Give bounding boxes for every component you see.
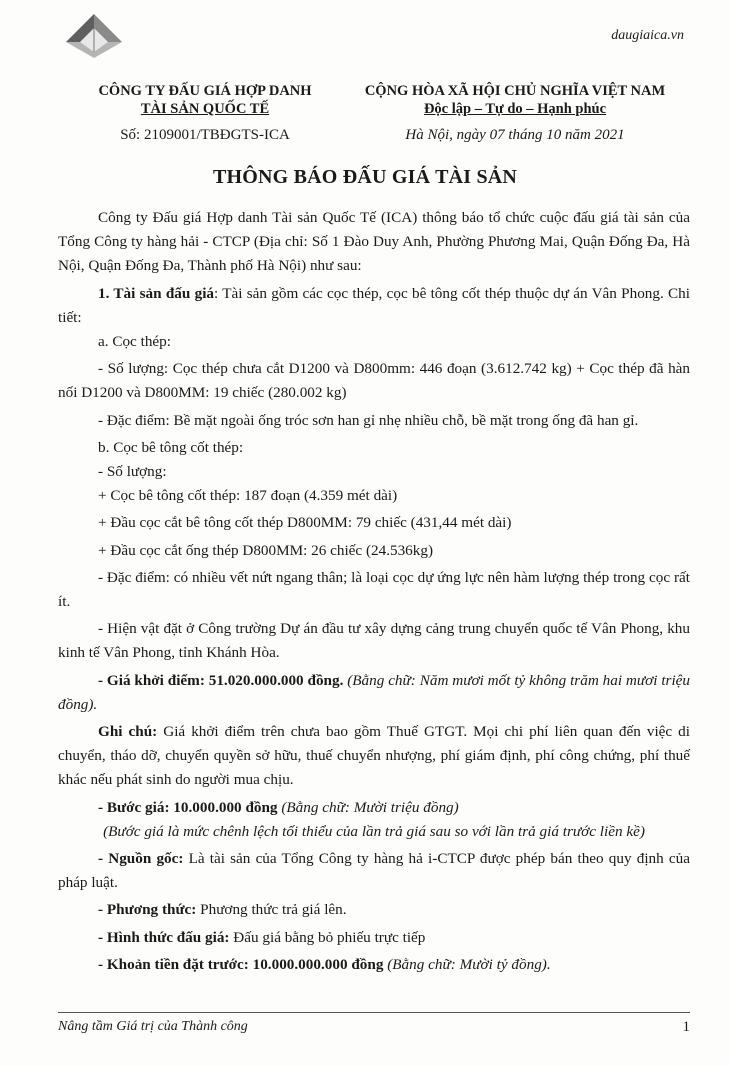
method-paragraph <box>58 898 690 922</box>
section-b-title: b. Cọc bê tông cốt thép: <box>98 438 244 456</box>
national-header <box>340 82 690 118</box>
nation-motto: Độc lập – Tự do – Hạnh phúc <box>423 101 607 117</box>
website-url: daugiaica.vn <box>611 28 684 43</box>
document-title: THÔNG BÁO ĐẤU GIÁ TÀI SẢN <box>212 166 518 188</box>
origin-label: - Nguồn gốc: <box>98 850 184 868</box>
step-price-paragraph <box>58 796 690 820</box>
nation-name: CỘNG HÒA XÃ HỘI CHỦ NGHĨA VIỆT NAM <box>364 83 666 99</box>
method-text: Phương thức trả giá lên. <box>196 901 347 919</box>
page-number: 1 <box>682 1019 690 1035</box>
start-price-paragraph <box>58 669 690 717</box>
asset-text: : Tài sản gồm các cọc thép, cọc bê tông cốt thép thuộc dự án Vân Phong. Chi tiết: <box>58 284 690 326</box>
section-a-feature: - Đặc điểm: Bề mặt ngoài ống tróc sơn han gỉ nhẹ nhiều chỗ, bề mặt trong ống đã han gỉ. <box>98 411 639 429</box>
step-price-words: (Bằng chữ: Mười triệu đồng) <box>277 798 459 816</box>
note-text: Giá khởi điểm trên chưa bao gồm Thuế GTGT. Mọi chi phí liên quan đến việc di chuyển, tháo dỡ, chuyển quyền sở hữu, thuế chuyển nhượng, phí giám định, phí công chứng, phí thuế khác nếu phát sinh do người mua chịu. <box>58 723 690 789</box>
section-b-feature: - Đặc điểm: có nhiều vết nứt ngang thân; là loại cọc dự ứng lực nên hàm lượng thép trong cọc rất ít. <box>58 568 690 611</box>
section-b-quantity: - Số lượng: <box>98 463 167 481</box>
form-label: - Hình thức đấu giá: <box>98 928 230 946</box>
footer-divider <box>58 1012 690 1013</box>
origin-text: Là tài sản của Tổng Công ty hàng hả i-CTCP được phép bán theo quy định của pháp luật. <box>58 850 690 892</box>
section-b-item-1: + Cọc bê tông cốt thép: 187 đoạn (4.359 mét dài) <box>98 487 398 505</box>
section-b-item-3: + Đầu cọc cắt ống thép D800MM: 26 chiếc (24.536kg) <box>98 541 434 559</box>
company-header <box>70 82 340 118</box>
company-name-line1: CÔNG TY ĐẤU GIÁ HỢP DANH <box>98 83 312 99</box>
note-paragraph <box>58 720 690 793</box>
form-text: Đấu giá bằng bỏ phiếu trực tiếp <box>229 928 426 946</box>
document-date: Hà Nội, ngày 07 tháng 10 năm 2021 <box>405 127 625 143</box>
form-paragraph <box>58 926 690 950</box>
location-paragraph: - Hiện vật đặt ở Công trường Dự án đầu tư xây dựng cảng trung chuyển quốc tế Vân Phong, khu kinh tế Vân Phong, tỉnh Khánh Hòa. <box>58 620 690 662</box>
asset-label: 1. Tài sản đấu giá <box>98 284 215 302</box>
origin-paragraph <box>58 847 690 895</box>
asset-paragraph <box>58 282 690 330</box>
note-label: Ghi chú: <box>98 723 158 741</box>
company-name-line2: TÀI SẢN QUỐC TẾ <box>140 101 270 117</box>
company-logo-icon <box>64 12 124 60</box>
deposit-paragraph <box>58 953 690 977</box>
step-price-note: (Bước giá là mức chênh lệch tối thiểu của lần trả giá sau so với lần trả giá trước liền kề) <box>103 822 645 840</box>
deposit-words: (Bằng chữ: Mười tỷ đồng). <box>383 955 551 973</box>
section-a-quantity: - Số lượng: Cọc thép chưa cắt D1200 và D800mm: 446 đoạn (3.612.742 kg) + Cọc thép đã hàn nối D1200 và D800MM: 19 chiếc (280.002 kg) <box>58 360 690 402</box>
start-price-label: - Giá khởi điểm: 51.020.000.000 đồng. <box>98 671 344 689</box>
document-body <box>58 206 690 977</box>
section-a-title: a. Cọc thép: <box>98 333 171 351</box>
deposit-label: - Khoản tiền đặt trước: 10.000.000.000 đồng <box>98 955 384 973</box>
section-b-item-2: + Đầu cọc cắt bê tông cốt thép D800MM: 79 chiếc (431,44 mét dài) <box>98 514 512 532</box>
footer-slogan: Nâng tầm Giá trị của Thành công <box>58 1019 248 1034</box>
start-price-words: (Bằng chữ: Năm mươi mốt tỷ không trăm hai mươi triệu đồng). <box>58 671 690 713</box>
intro-paragraph: Công ty Đấu giá Hợp danh Tài sản Quốc Tế (ICA) thông báo tổ chức cuộc đấu giá tài sản của Tổng Công ty hàng hải - CTCP (Địa chỉ: Số 1 Đào Duy Anh, Phường Phương Mai, Quận Đống Đa, Hà Nội, Quận Đống Đa, Thành phố Hà Nội) như sau: <box>58 209 690 275</box>
document-number: Số: 2109001/TBĐGTS-ICA <box>120 127 290 143</box>
method-label: - Phương thức: <box>98 901 197 919</box>
step-price-label: - Bước giá: 10.000.000 đồng <box>98 798 278 816</box>
